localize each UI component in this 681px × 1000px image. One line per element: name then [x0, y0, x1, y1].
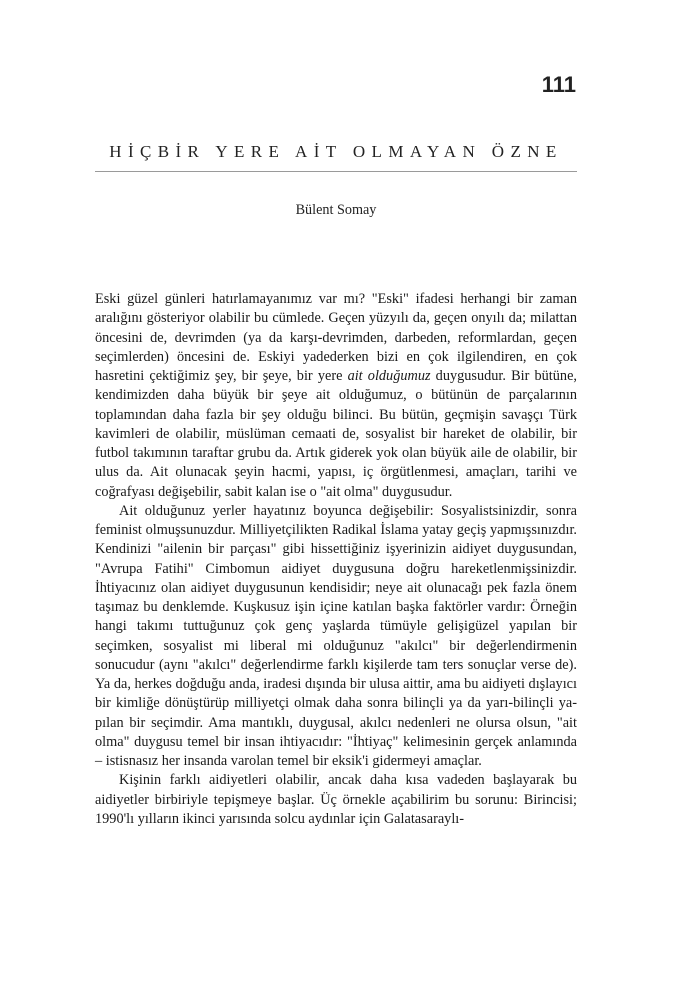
paragraph-1-text-after: duygusudur. Bir bütüne, kendimizden daha büyük bir şeye ait olduğumuz, o bütünün de parçalarının toplamından daha fazla bir şey olduğu bilinci. Bu bütün, geçmişin savaşçı Türk kavimleri de olabilir, müslüman cemaati de, sosyalist bir hareket de olabilir, bir futbol takımının taraftar grubu da. Artık giderek yok olan büyük aile de olabilir, bir ulus da. Ait olunacak şeyin hacmi, yapısı, iç örgütlenmesi, amaçları, tarihi ve coğrafyası değişebilir, sabit kalan ise o "ait olma" duygusudur. [95, 368, 578, 500]
paragraph-3: Kişinin farklı aidiyetleri olabilir, ancak daha kısa vadeden başlayarak bu aidiyetler birbiriyle tepişmeye başlar. Üç örnekle açabilirim bu sorunu: Birincisi; 1990'lı yılların ikinci yarısında solcu aydınlar için Galatasaraylı- [95, 772, 577, 827]
chapter-title: HİÇBİR YERE AİT OLMAYAN ÖZNE [109, 142, 563, 161]
paragraph-1-emphasis: ait olduğumuz [347, 368, 431, 384]
body-text [95, 290, 577, 829]
title-divider [95, 171, 577, 172]
paragraph-1-text-before: Eski güzel günleri hatırlamayanımız var mı? "Eski" ifadesi herhangi bir zaman aralığını gösteriyor olabilir bu cümlede. Geçen yüzyılı da, geçen onyılı da; milattan öncesini de, devrimden (ya da karşı-devrimden, darbeden, reformlardan, geçen seçimlerden) öncesini de. Eskiyi yadederken bizi en çok ilgilendiren, en çok hasretini çektiğimiz şey, bir şeye, bir yere [95, 291, 577, 384]
page-number: 111 [541, 72, 576, 97]
paragraph-1 [95, 290, 577, 502]
paragraph-2: Ait olduğunuz yerler hayatınız boyunca değişebilir: Sosyalistsinizdir, sonra feminist olmuşsunuzdur. Milliyetçilikten Radikal İslama yatay geçiş yapmışsınızdır. Kendinizi "ailenin bir parçası" gibi hissettiğiniz işyerinizin aidiyet duygusundan, "Avrupa Fatihi" Cimbomun aidiyet duygusuna doğru hareketlenmişsinizdir. İhtiyacınız olan aidiyet duygusunun kendisidir; neye ait olunacağı pek fazla önem taşımaz bu denklemde. Kuşkusuz işin içine katılan başka faktörler vardır: Örneğin hangi takımı tuttuğunuz çok genç yaşlarda tümüyle gelişigüzel yapılan bir seçimken, sosyalist mi liberal mi olduğunuz "akılcı" bir değerlendirmenin sonucudur (aynı "akılcı" değerlendirme farklı kişilerde tam ters sonuçlar verse de). Ya da, herkes doğduğu anda, iradesi dışında bir ulusa aittir, ama bu aidiyeti dışlayıcı bir kimliğe dönüştürüp milliyetçi olmak daha sonra bilinçli ya da yarı-bilinçli yapılan bir seçimdir. Ama mantıklı, duygusal, akılcı nedenleri ne olursa olsun, "ait olma" duygusu temel bir insan ihtiyacıdır: "İhtiyaç" kelimesinin gerçek anlamında – istisnasız her insanda varolan temel bir eksik'i gidermeyi amaçlar. [95, 502, 577, 769]
author-name: Bülent Somay [295, 202, 377, 218]
